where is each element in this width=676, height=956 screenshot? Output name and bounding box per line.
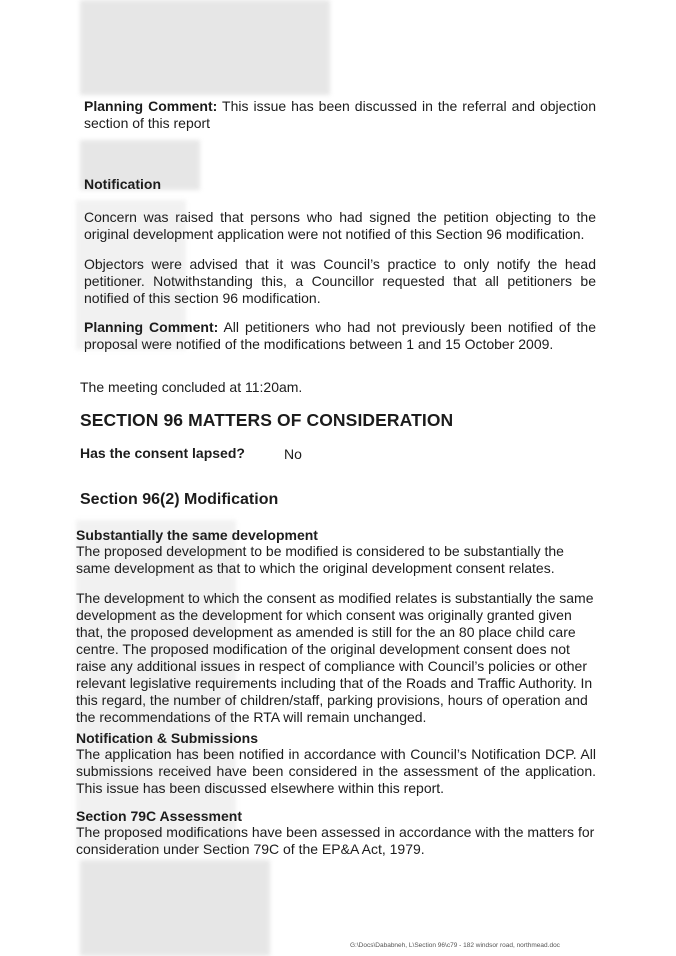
modification-heading: Section 96(2) Modification bbox=[80, 491, 279, 508]
planning-comment-text: This issue has been discussed in the referral and objection section of this report bbox=[84, 98, 597, 131]
same-development-paragraph-2: The development to which the consent as modified relates is substantially the same development as the development for which consent was originally granted given that, the proposed development as amended is still for the an 80 place child care centre. The proposed modification of the original development consent does not raise any additional issues in respect of compliance with Council’s policies or other relevant legislative requirements including that of the Roads and Traffic Authority. In this regard, the number of children/staff, parking provisions, hours of operation and the recommendations of the RTA will remain unchanged. bbox=[76, 590, 594, 725]
planning-comment-label: Planning Comment: bbox=[84, 319, 219, 335]
section-79c-heading: Section 79C Assessment bbox=[76, 808, 242, 824]
same-development-paragraph-1: The proposed development to be modified is considered to be substantially the same development as that to which the original development consent relates. bbox=[76, 543, 564, 576]
consent-lapsed-value: No bbox=[284, 446, 302, 462]
notification-heading: Notification bbox=[84, 176, 161, 192]
consent-lapsed-label: Has the consent lapsed? bbox=[80, 445, 245, 461]
planning-comment-label: Planning Comment: bbox=[84, 98, 218, 114]
concern-paragraph: Concern was raised that persons who had signed the petition objecting to the original development application were not notified of this Section 96 modification. bbox=[84, 209, 596, 242]
meeting-concluded: The meeting concluded at 11:20am. bbox=[80, 379, 303, 395]
scan-smudge-top bbox=[80, 0, 330, 95]
footer-file-path: G:\Docs\Dababneh, L\Section 96\c79 - 182 windsor road, northmead.doc bbox=[350, 942, 560, 949]
same-development-heading: Substantially the same development bbox=[76, 527, 318, 543]
planning-comment-text: All petitioners who had not previously been notified of the proposal were notified of the modifications between 1 and 15 October 2009. bbox=[84, 319, 596, 352]
notification-submissions-heading: Notification & Submissions bbox=[76, 730, 259, 746]
planning-comment-1 bbox=[84, 98, 596, 132]
notification-submissions-paragraph: The application has been notified in accordance with Council’s Notification DCP. All submissions received have been considered in the assessment of the application. This issue has been discussed elsewhere within this report. bbox=[76, 746, 596, 796]
section-79c-paragraph: The proposed modifications have been assessed in accordance with the matters for consideration under Section 79C of the EP&A Act, 1979. bbox=[76, 824, 595, 857]
scan-smudge-bottom bbox=[80, 860, 270, 956]
section-title: SECTION 96 MATTERS OF CONSIDERATION bbox=[80, 410, 454, 430]
planning-comment-2 bbox=[84, 319, 596, 353]
objectors-paragraph: Objectors were advised that it was Council’s practice to only notify the head petitioner. Notwithstanding this, a Councillor requested that all petitioners be notified of this section 96 modification. bbox=[84, 256, 596, 306]
